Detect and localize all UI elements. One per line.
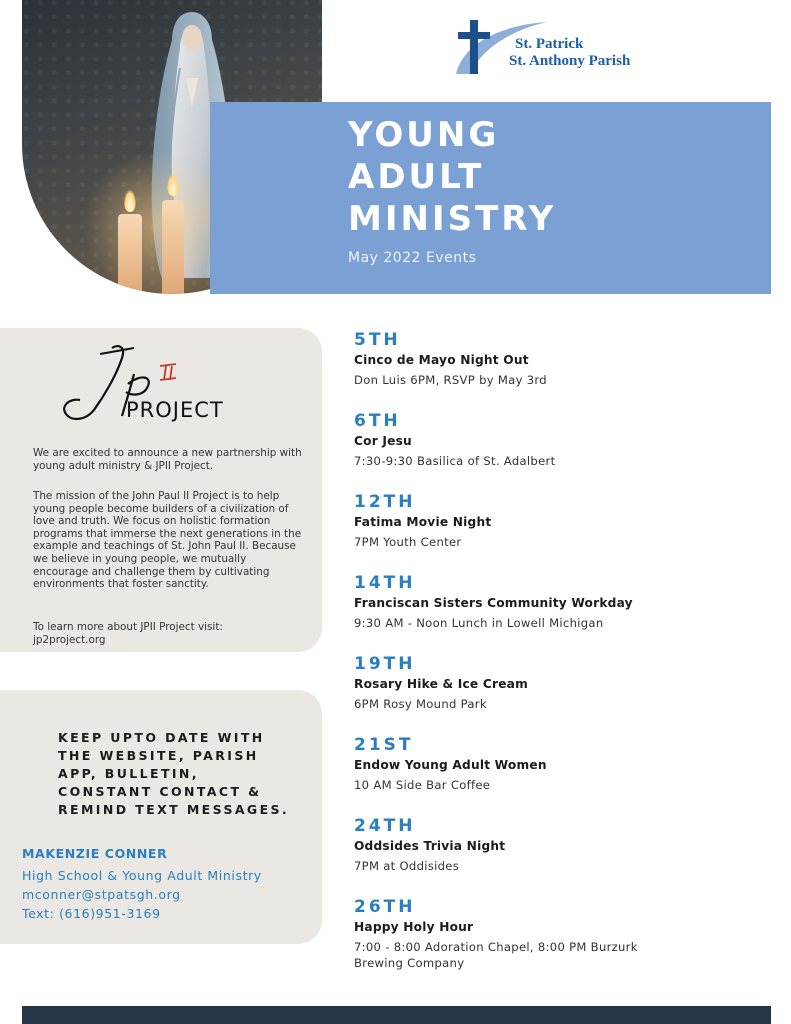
event-date: 21ST (354, 735, 414, 755)
jp2-paragraph-1: We are excited to announce a new partnership with young adult ministry & JPII Project. (33, 447, 302, 472)
contact-phone: Text: (616)951-3169 (22, 906, 161, 921)
event-title: Happy Holy Hour (354, 920, 474, 934)
event-date: 26TH (354, 897, 416, 917)
event-detail: 7PM at Oddisides (354, 859, 460, 873)
event-date: 12TH (354, 492, 416, 512)
keep-updated-text: KEEP UPTO DATE WITH THE WEBSITE, PARISH APP, BULLETIN, CONSTANT CONTACT & REMIND TEXT MESSAGES. (58, 730, 290, 817)
event-detail: 7PM Youth Center (354, 535, 462, 549)
event-title: Rosary Hike & Ice Cream (354, 677, 528, 691)
event-title: Oddsides Trivia Night (354, 839, 506, 853)
title-line-3: MINISTRY (348, 199, 557, 239)
event-detail: 7:30-9:30 Basilica of St. Adalbert (354, 454, 556, 468)
event-title: Cor Jesu (354, 434, 412, 448)
event-item (354, 573, 774, 631)
parish-logo-text (509, 36, 630, 70)
event-item (354, 897, 774, 971)
event-title: Franciscan Sisters Community Workday (354, 596, 633, 610)
contact-name: MAKENZIE CONNER (22, 846, 168, 861)
jp2-paragraph-2: The mission of the John Paul II Project is to help young people become builders of a civilization of love and truth. We focus on holistic formation programs that immerse the next generations in the example and teachings of St. John Paul II. Because we believe in young people, we mutually encourage and challenge them by cultivating environments that foster sanctity. (33, 490, 302, 591)
event-detail: 7:00 - 8:00 Adoration Chapel, 8:00 PM Burzurk Brewing Company (354, 940, 638, 970)
event-detail: 9:30 AM - Noon Lunch in Lowell Michigan (354, 616, 604, 630)
event-title: Endow Young Adult Women (354, 758, 547, 772)
page-title (348, 114, 556, 240)
event-item (354, 492, 774, 550)
event-item (354, 654, 774, 712)
event-title: Fatima Movie Night (354, 515, 492, 529)
event-item (354, 816, 774, 874)
event-detail: Don Luis 6PM, RSVP by May 3rd (354, 373, 547, 387)
event-item (354, 411, 774, 469)
event-date: 6TH (354, 411, 401, 431)
parish-name-line-1: St. Patrick (515, 36, 584, 52)
event-date: 24TH (354, 816, 416, 836)
event-date: 5TH (354, 330, 401, 350)
contact-email-link[interactable]: mconner@stpatsgh.org (22, 887, 181, 902)
event-detail: 6PM Rosy Mound Park (354, 697, 487, 711)
event-item (354, 330, 774, 388)
footer-bar (22, 1006, 771, 1024)
event-date: 19TH (354, 654, 416, 674)
jp2-paragraph-3: To learn more about JPII Project visit: jp2project.org (33, 621, 223, 646)
event-detail: 10 AM Side Bar Coffee (354, 778, 491, 792)
parish-name-line-2: St. Anthony Parish (509, 53, 631, 69)
event-title: Cinco de Mayo Night Out (354, 353, 529, 367)
title-line-2: ADULT (348, 157, 485, 197)
title-line-1: YOUNG (348, 115, 500, 155)
contact-role: High School & Young Adult Ministry (22, 868, 262, 883)
jp2-logo-word: PROJECT (126, 398, 224, 422)
page-subtitle: May 2022 Events (348, 250, 477, 266)
event-item (354, 735, 774, 793)
event-date: 14TH (354, 573, 416, 593)
